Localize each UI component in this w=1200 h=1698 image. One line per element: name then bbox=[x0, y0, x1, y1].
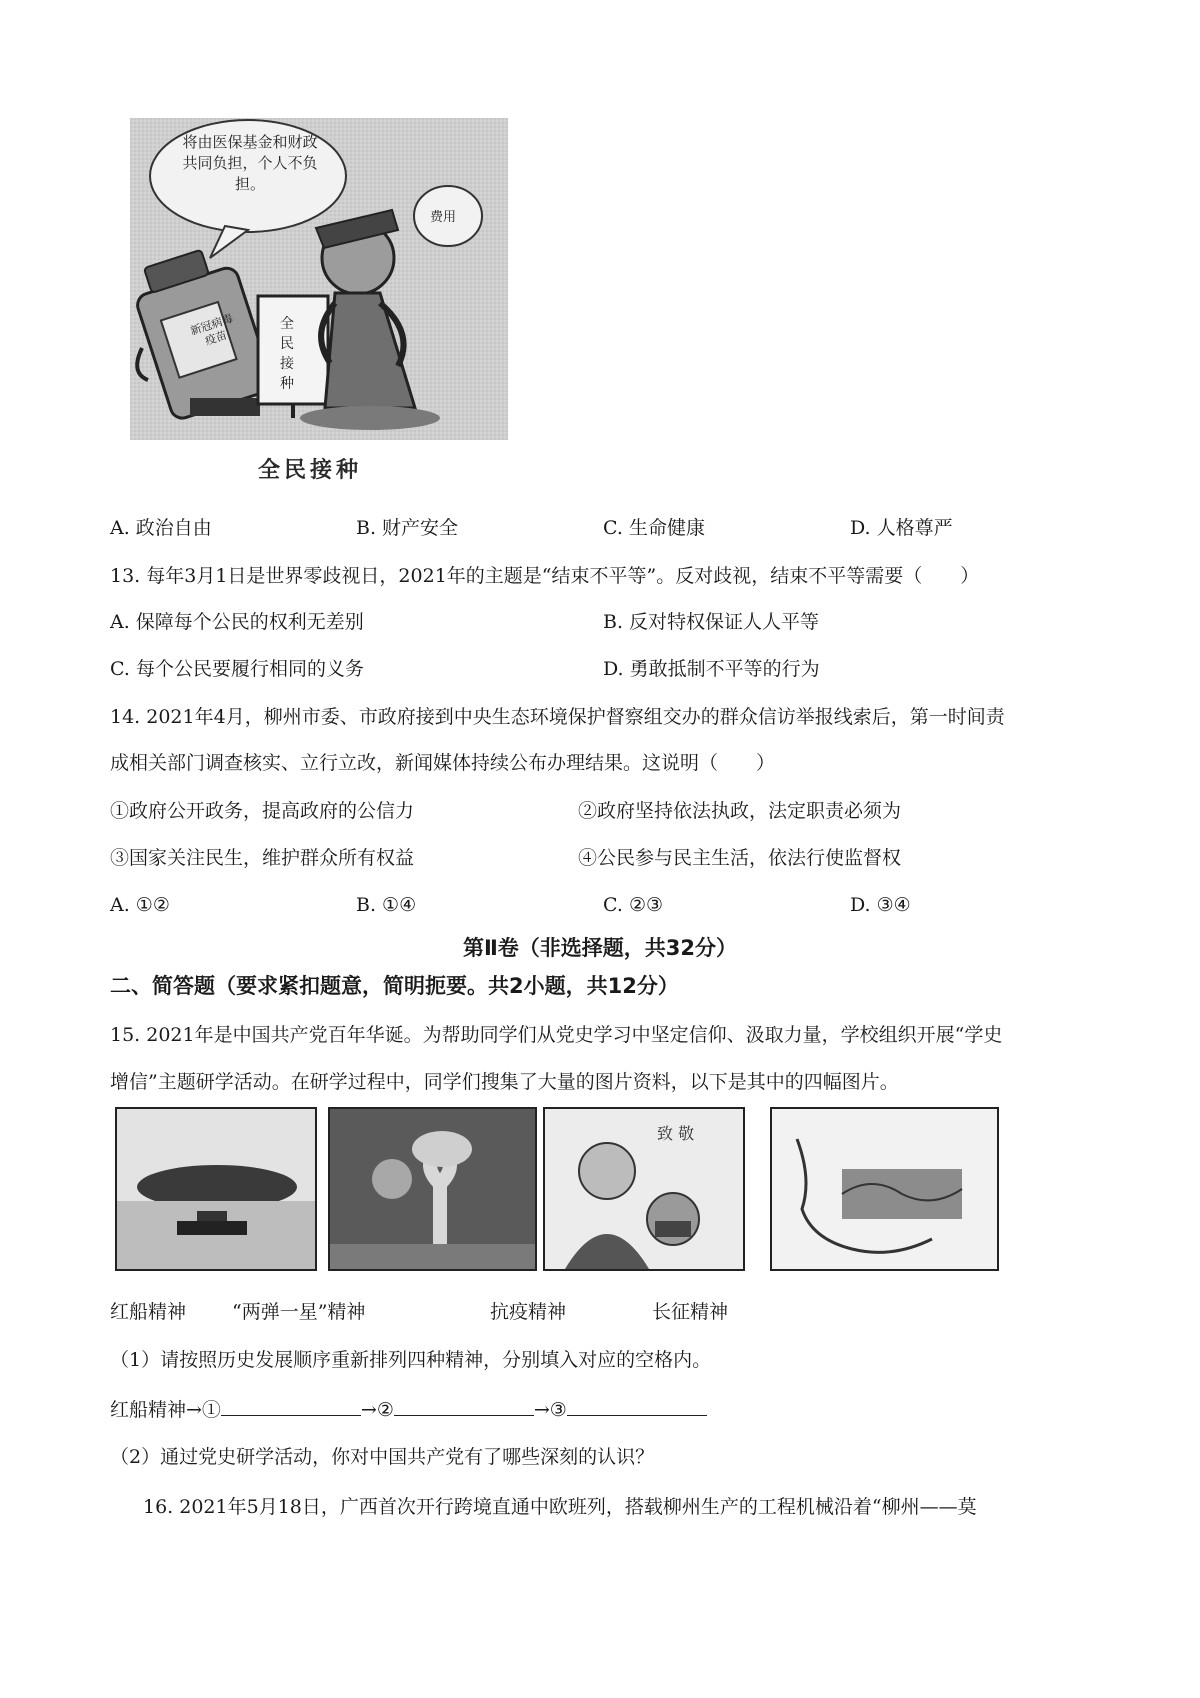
q14-statement-2: ②政府坚持依法执政，法定职责必须为 bbox=[578, 800, 902, 822]
q14-option-c: C. ②③ bbox=[603, 894, 664, 916]
photo3-text: 致 敬 bbox=[657, 1124, 695, 1143]
photo-anti-epidemic bbox=[543, 1107, 745, 1271]
speech-bubble-left: 将由医保基金和财政共同负担，个人不负担。 bbox=[182, 133, 318, 193]
fill-arrow-2: →② bbox=[360, 1399, 394, 1421]
fill-arrow-3: →③ bbox=[533, 1399, 567, 1421]
q12-option-c: C. 生命健康 bbox=[603, 517, 705, 539]
q14-statement-1: ①政府公开政务，提高政府的公信力 bbox=[110, 800, 415, 822]
q12-option-d: D. 人格尊严 bbox=[850, 517, 953, 539]
q12-option-a: A. 政治自由 bbox=[110, 517, 212, 539]
q14-option-b: B. ①④ bbox=[356, 894, 417, 916]
q14-stem-line1: 14. 2021年4月，柳州市委、市政府接到中央生态环境保护督察组交办的群众信访举报线索后，第一时间责 bbox=[110, 706, 1005, 728]
photo-label-red-boat: 红船精神 bbox=[110, 1301, 187, 1323]
blank-3[interactable] bbox=[567, 1395, 707, 1416]
section-heading: 二、简答题（要求紧扣题意，简明扼要。共2小题，共12分） bbox=[110, 974, 679, 998]
vial-label: 新冠病毒疫苗 bbox=[188, 311, 235, 348]
q13-option-c: C. 每个公民要履行相同的义务 bbox=[110, 658, 364, 680]
q15-stem-line2: 增信”主题研学活动。在研学过程中，同学们搜集了大量的图片资料，以下是其中的四幅图片。 bbox=[110, 1071, 899, 1093]
q14-stem-line2: 成相关部门调查核实、立行立改，新闻媒体持续公布办理结果。这说明（ ） bbox=[110, 752, 776, 774]
q14-option-d: D. ③④ bbox=[850, 894, 911, 916]
sign-label: 全民接种 bbox=[280, 316, 294, 392]
q13-stem: 13. 每年3月1日是世界零歧视日，2021年的主题是“结束不平等”。反对歧视，结束不平等需要（ ） bbox=[110, 565, 980, 587]
q14-statement-4: ④公民参与民主生活，依法行使监督权 bbox=[578, 847, 902, 869]
photo-label-anti-epidemic: 抗疫精神 bbox=[490, 1301, 567, 1323]
photo-red-boat bbox=[115, 1107, 317, 1271]
q15-fill-line bbox=[110, 1395, 707, 1423]
cartoon-caption: 全民接种 bbox=[258, 457, 363, 483]
q15-sub2: （2）通过党史研学活动，你对中国共产党有了哪些深刻的认识？ bbox=[110, 1446, 655, 1468]
speech-bubble-right: 费用 bbox=[430, 210, 457, 225]
q12-option-b: B. 财产安全 bbox=[356, 517, 459, 539]
part2-title: 第Ⅱ卷（非选择题，共32分） bbox=[462, 936, 738, 960]
vaccine-cartoon bbox=[130, 118, 508, 440]
q15-sub1: （1）请按照历史发展顺序重新排列四种精神，分别填入对应的空格内。 bbox=[110, 1349, 712, 1371]
q14-option-a: A. ①② bbox=[110, 894, 170, 916]
q13-option-b: B. 反对特权保证人人平等 bbox=[603, 611, 820, 633]
blank-1[interactable] bbox=[221, 1395, 361, 1416]
q14-statement-3: ③国家关注民生，维护群众所有权益 bbox=[110, 847, 415, 869]
q13-option-d: D. 勇敢抵制不平等的行为 bbox=[603, 658, 820, 680]
blank-2[interactable] bbox=[394, 1395, 534, 1416]
photo-label-two-bombs: “两弹一星”精神 bbox=[232, 1301, 366, 1323]
fill-start: 红船精神→① bbox=[110, 1399, 221, 1421]
q13-option-a: A. 保障每个公民的权利无差别 bbox=[110, 611, 364, 633]
photo-label-long-march: 长征精神 bbox=[652, 1301, 729, 1323]
q15-stem-line1: 15. 2021年是中国共产党百年华诞。为帮助同学们从党史学习中坚定信仰、汲取力量，学校组织开展“学史 bbox=[110, 1024, 1003, 1046]
photo-long-march bbox=[770, 1107, 999, 1271]
photo-two-bombs bbox=[328, 1107, 537, 1271]
q16-stem: 16. 2021年5月18日，广西首次开行跨境直通中欧班列，搭载柳州生产的工程机械沿着“柳州——莫 bbox=[143, 1496, 977, 1518]
